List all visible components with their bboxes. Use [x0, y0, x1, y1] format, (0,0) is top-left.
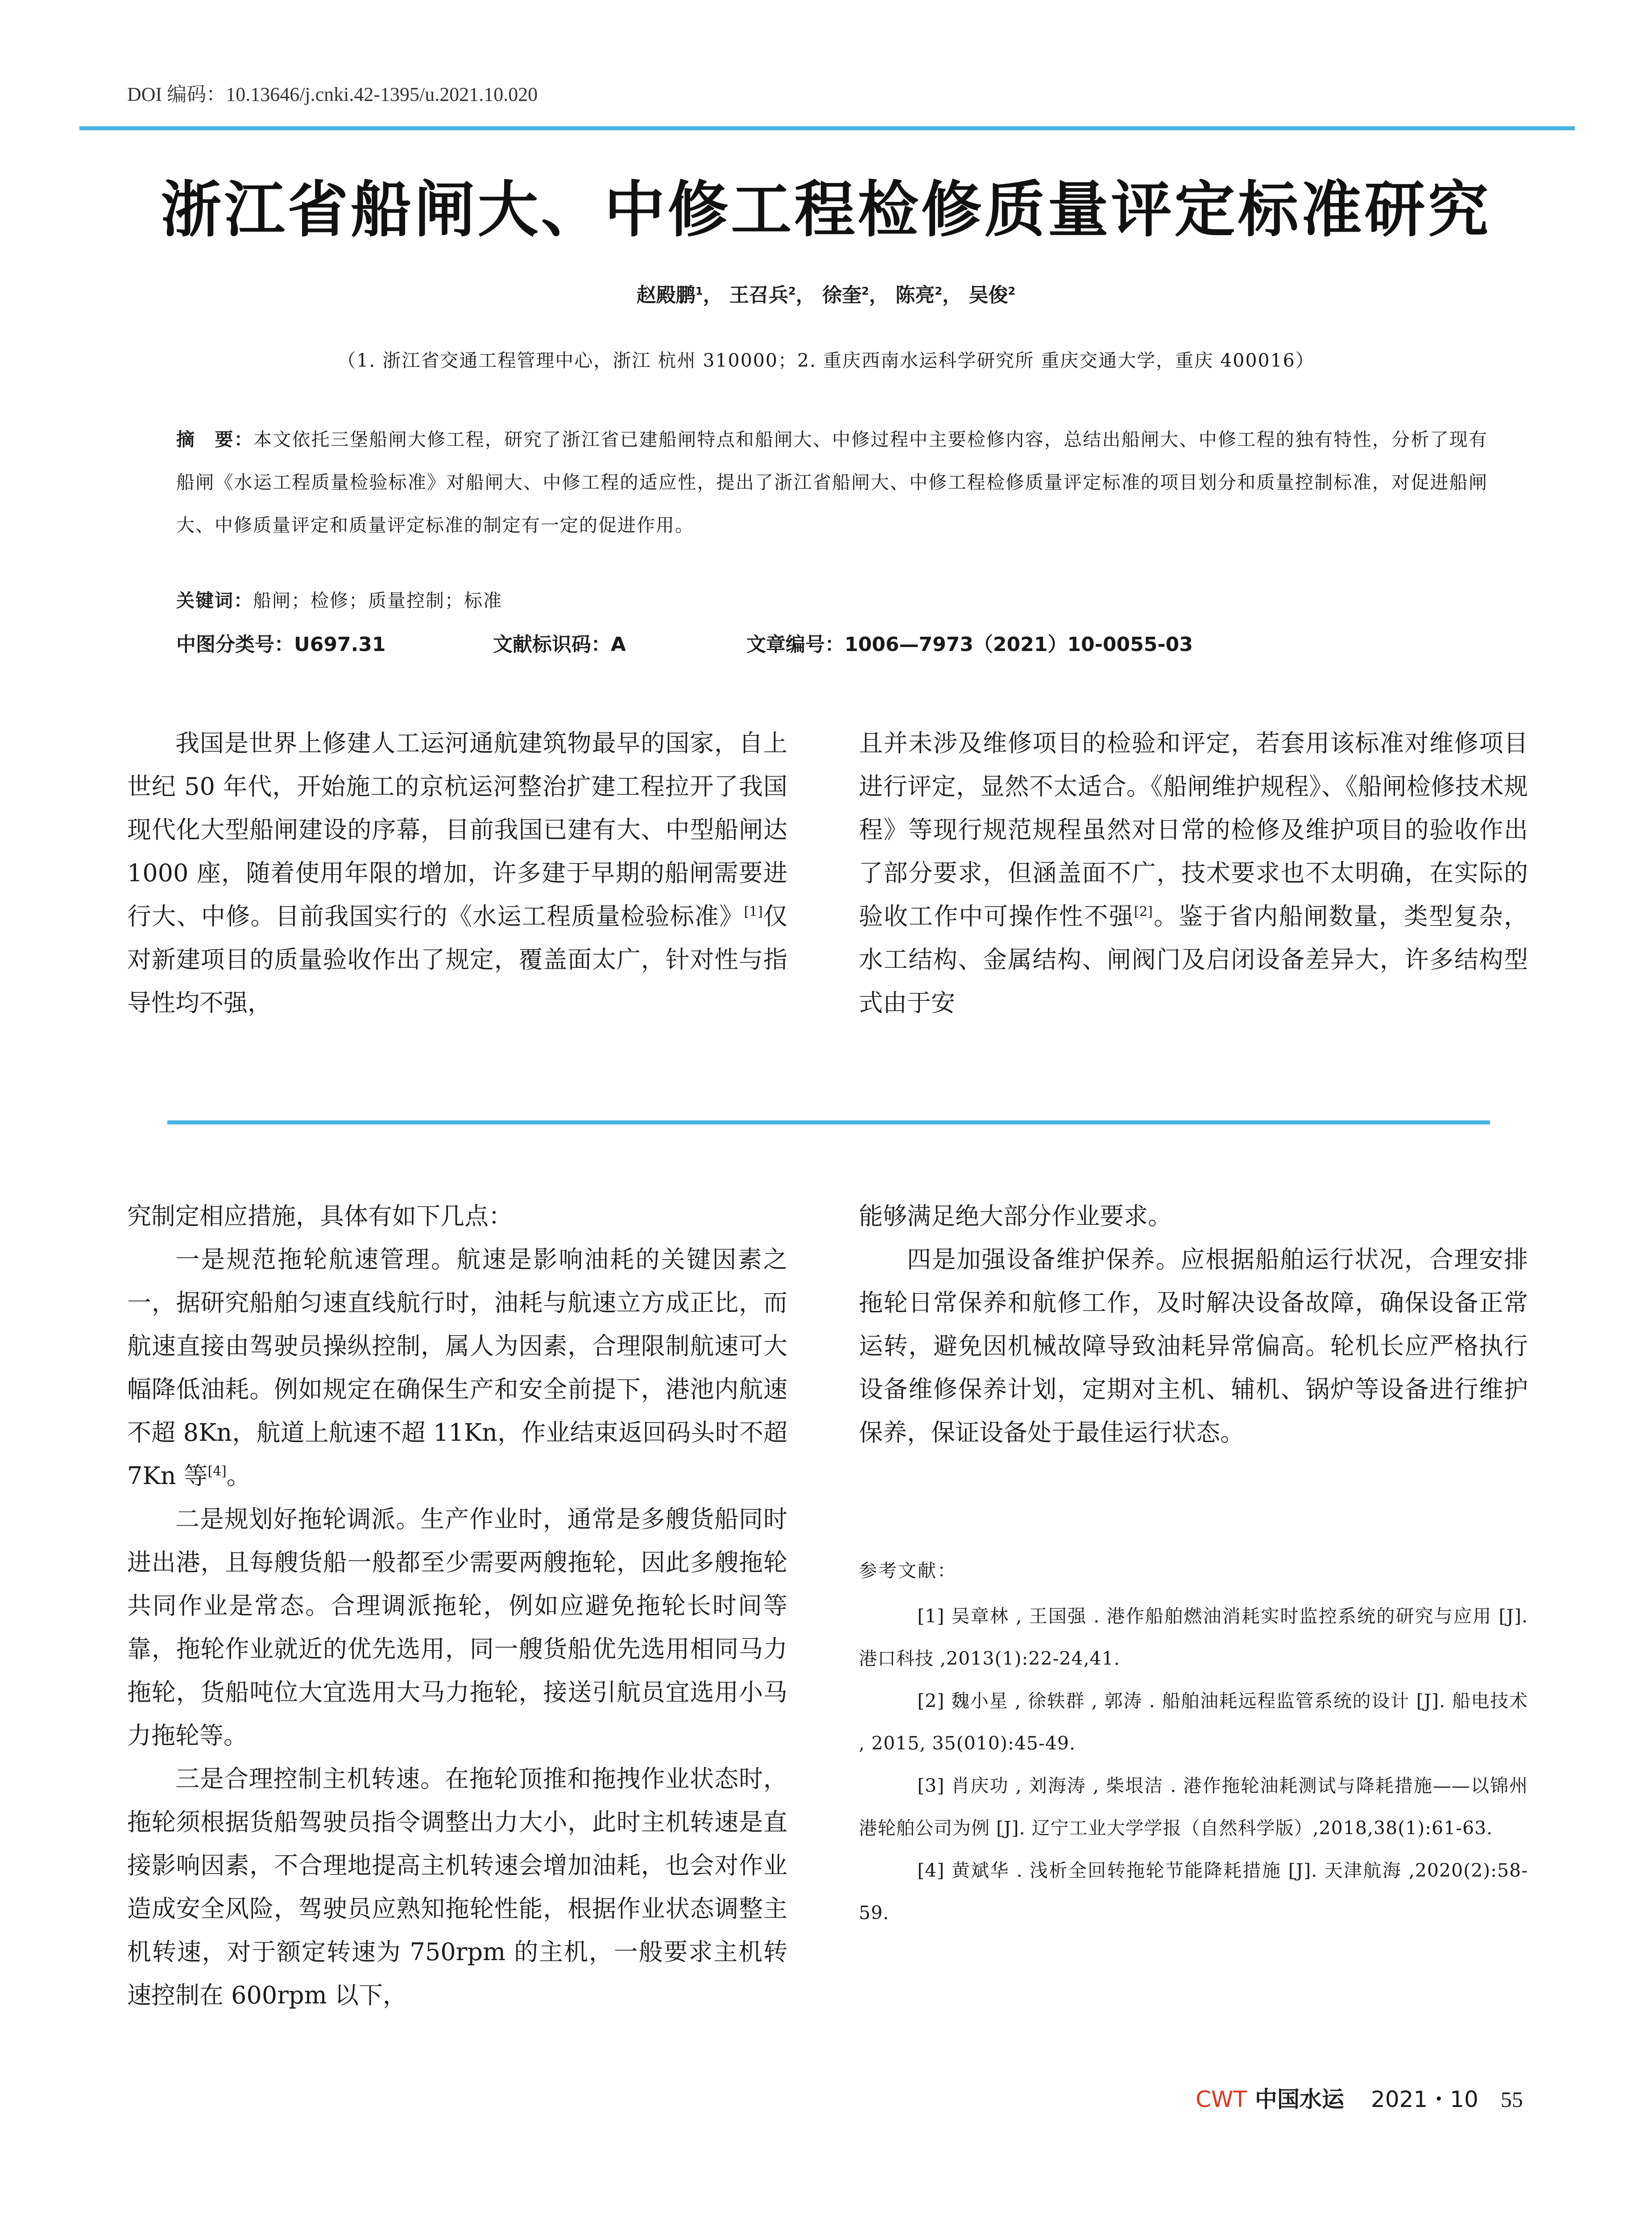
article-number: 文章编号：1006—7973（2021）10-0055-03: [746, 633, 1193, 656]
paragraph: 能够满足绝大部分作业要求。: [859, 1202, 1172, 1230]
author-affil-mark: 2: [935, 285, 943, 298]
paragraph: 二是规划好拖轮调派。生产作业时，通常是多艘货船同时进出港，且每艘货船一般都至少需要两艘拖轮，因此多艘拖轮共同作业是常态。合理调派拖轮，例如应避免拖轮长时间等靠，拖轮作业就近的优先选用，同一艘货船优先选用相同马力拖轮，货船吨位大宜选用大马力拖轮，接送引航员宜选用小马力拖轮等。: [127, 1505, 787, 1750]
body-column-right: [859, 1194, 1528, 1454]
author-affil-mark: 2: [861, 285, 869, 298]
intro-column-right: [859, 722, 1528, 1024]
keywords: [176, 586, 502, 612]
doi-line: DOI 编码：10.13646/j.cnki.42-1395/u.2021.10.020: [127, 83, 538, 105]
journal-name: 中国水运: [1255, 2086, 1344, 2112]
header-rule: [79, 126, 1575, 130]
article-title: 浙江省船闸大、中修工程检修质量评定标准研究: [161, 174, 1491, 245]
page-footer: [1196, 2082, 1523, 2114]
abstract-text: 本文依托三堡船闸大修工程，研究了浙江省已建船闸特点和船闸大、中修过程中主要检修内容，总结出船闸大、中修工程的独有特性，分析了现有船闸《水运工程质量检验标准》对船闸大、中修工程的适应性，提出了浙江省船闸大、中修工程检修质量评定标准的项目划分和质量控制标准，对促进船闸大、中修质量评定和质量评定标准的制定有一定的促进作用。: [176, 429, 1488, 536]
paragraph: 四是加强设备维护保养。应根据船舶运行状况，合理安排拖轮日常保养和航修工作，及时解决设备故障，确保设备正常运转，避免因机械故障导致油耗异常偏高。轮机长应严格执行设备维修保养计划，定期对主机、辅机、锅炉等设备进行维护保养，保证设备处于最佳运行状态。: [859, 1245, 1528, 1447]
paragraph: 我国是世界上修建人工运河通航建筑物最早的国家，自上世纪 50 年代，开始施工的京杭运河整治扩建工程拉开了我国现代化大型船闸建设的序幕，目前我国已建有大、中型船闸达 1000 座，随着使用年限的增加，许多建于早期的船闸需要进行大、中修。目前我国实行的《水运工程质量检验标准》[1]仅对新建项目的质量验收作出了规定，覆盖面太广，针对性与指导性均不强，: [127, 729, 788, 1017]
author-list: 赵殿鹏$^1$， 王召兵$^2$， 徐奎$^2$， 陈亮$^2$， 吴俊$^2$: [636, 284, 1016, 307]
author-name: 吴俊: [969, 284, 1008, 307]
clc-number: 中图分类号：U697.31: [176, 633, 386, 656]
citation: [4]: [207, 1464, 227, 1479]
paragraph: 一是规范拖轮航速管理。航速是影响油耗的关键因素之一，据研究船舶匀速直线航行时，油耗与航速立方成正比，而航速直接由驾驶员操纵控制，属人为因素，合理限制航速可大幅降低油耗。例如规定在确保生产和安全前提下，港池内航速不超 8Kn，航道上航速不超 11Kn，作业结束返回码头时不超 7Kn 等[4]。: [127, 1245, 787, 1490]
intro-column-left: [127, 722, 787, 1024]
reference-item: [1] 吴章林 , 王国强 . 港作船舶燃油消耗实时监控系统的研究与应用 [J]. 港口科技 ,2013(1):22-24,41.: [859, 1605, 1528, 1669]
document-code: 文献标识码：A: [493, 633, 626, 656]
issue-number: 2021・10: [1370, 2086, 1478, 2112]
reference-item: [2] 魏小星 , 徐轶群 , 郭涛 . 船舶油耗远程监管系统的设计 [J]. 船电技术 , 2015, 35(010):45-49.: [859, 1690, 1528, 1754]
reference-item: [4] 黄斌华 . 浅析全回转拖轮节能降耗措施 [J]. 天津航海 ,2020(2):58-59.: [859, 1860, 1528, 1924]
body-column-left: [127, 1194, 787, 2017]
affiliation: （1. 浙江省交通工程管理中心，浙江 杭州 310000；2. 重庆西南水运科学研究所 重庆交通大学，重庆 400016）: [337, 350, 1315, 371]
journal-logo-cwt: CWT: [1196, 2086, 1247, 2112]
paragraph: 三是合理控制主机转速。在拖轮顶推和拖拽作业状态时，拖轮须根据货船驾驶员指令调整出力大小，此时主机转速是直接影响因素，不合理地提高主机转速会增加油耗，也会对作业造成安全风险，驾驶员应熟知拖轮性能，根据作业状态调整主机转速，对于额定转速为 750rpm 的主机，一般要求主机转速控制在 600rpm 以下，: [127, 1765, 787, 2009]
author-affil-mark: 2: [1008, 285, 1016, 298]
section-divider: [167, 1120, 1490, 1124]
abstract: [176, 418, 1488, 547]
page-number: 55: [1500, 2087, 1523, 2112]
author-affil-mark: 1: [695, 285, 703, 298]
author-name: 赵殿鹏: [636, 284, 696, 307]
paragraph: 究制定相应措施，具体有如下几点：: [127, 1202, 513, 1230]
author-affil-mark: 2: [788, 285, 796, 298]
citation: [1]: [744, 904, 763, 920]
reference-item: [3] 肖庆功 , 刘海涛 , 柴垠洁 . 港作拖轮油耗测试与降耗措施——以锦州港轮舶公司为例 [J]. 辽宁工业大学学报（自然科学版）,2018,38(1):61-63.: [859, 1775, 1528, 1839]
paragraph: 且并未涉及维修项目的检验和评定，若套用该标准对维修项目进行评定，显然不太适合。《船闸维护规程》、《船闸检修技术规程》等现行规范规程虽然对日常的检修及维护项目的验收作出了部分要求，但涵盖面不广，技术要求也不太明确，在实际的验收工作中可操作性不强[2]。鉴于省内船闸数量，类型复杂，水工结构、金属结构、闸阀门及启闭设备差异大，许多结构型式由于安: [859, 729, 1528, 1017]
keywords-text: 船闸；检修；质量控制；标准: [253, 590, 502, 611]
abstract-label: 摘 要：: [176, 429, 253, 450]
author-name: 王召兵: [729, 284, 788, 307]
author-name: 徐奎: [822, 284, 862, 307]
references-list: [859, 1595, 1528, 1934]
author-name: 陈亮: [895, 284, 935, 307]
references-heading: 参考文献：: [859, 1560, 957, 1581]
citation: [2]: [1134, 904, 1153, 920]
keywords-label: 关键词：: [176, 590, 253, 611]
